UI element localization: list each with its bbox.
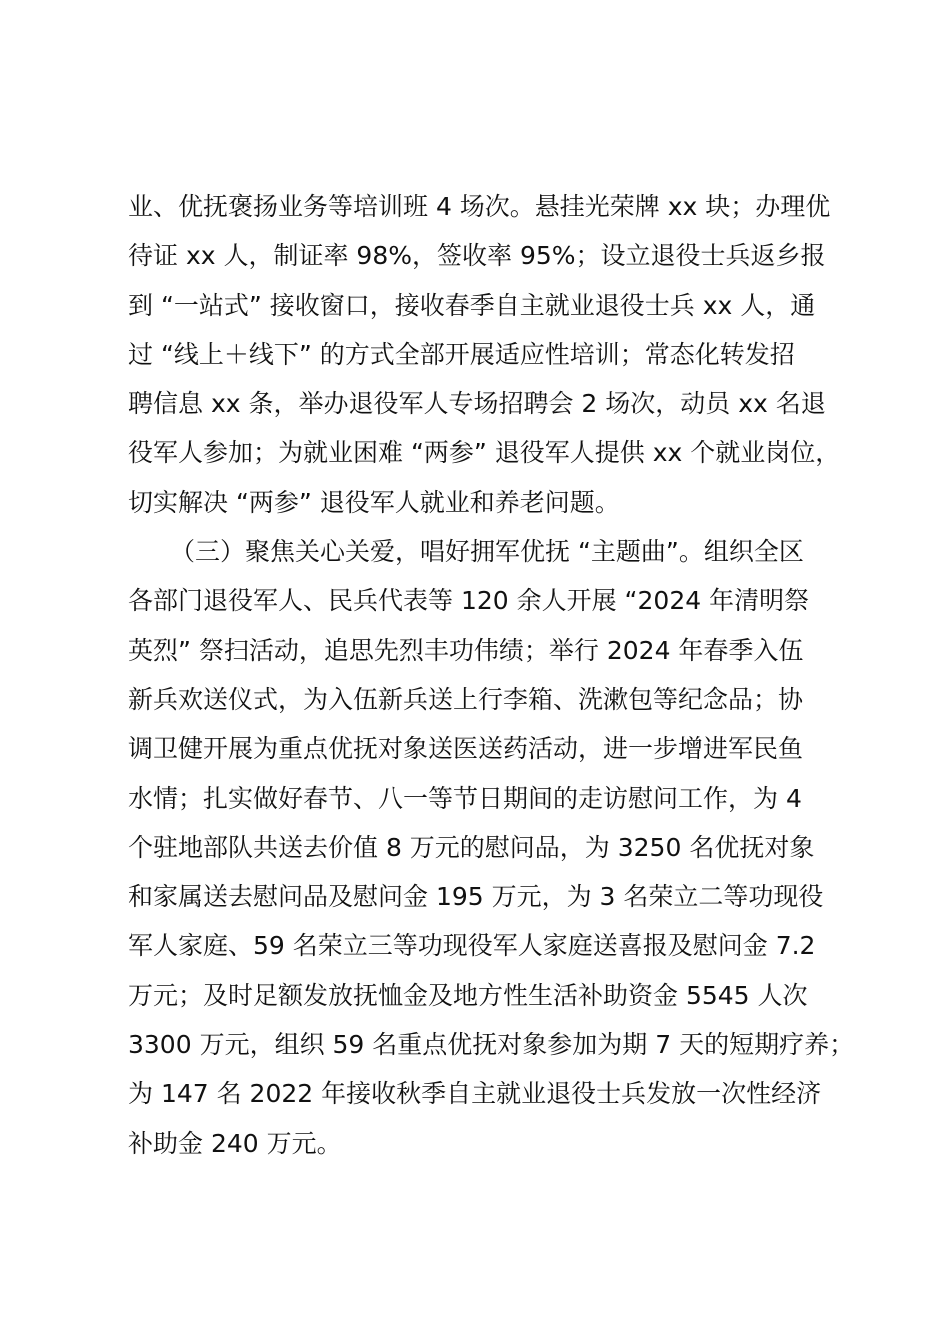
text-line: 个驻地部队共送去价值 8 万元的慰问品，为 3250 名优抚对象 <box>128 832 815 862</box>
text-line: 为 147 名 2022 年接收秋季自主就业退役士兵发放一次性经济 <box>128 1079 822 1109</box>
paragraph-1 <box>128 182 848 527</box>
text-line: 切实解决 “两参” 退役军人就业和养老问题。 <box>128 487 620 517</box>
section-heading-line: （三）聚焦关心关爱，唱好拥军优抚 “主题曲”。组织全区 <box>170 537 804 567</box>
text-line: 聘信息 xx 条，举办退役军人专场招聘会 2 场次，动员 xx 名退 <box>128 389 826 419</box>
text-line: 新兵欢送仪式，为入伍新兵送上行李箱、洗漱包等纪念品；协 <box>128 684 804 714</box>
text-line: 万元；及时足额发放抚恤金及地方性生活补助资金 5545 人次 <box>128 980 808 1010</box>
text-line: 过 “线上＋线下” 的方式全部开展适应性培训；常态化转发招 <box>128 339 795 369</box>
text-line: 军人家庭、59 名荣立三等功现役军人家庭送喜报及慰问金 7.2 <box>128 931 816 961</box>
text-line: 和家属送去慰问品及慰问金 195 万元，为 3 名荣立二等功现役 <box>128 882 824 912</box>
paragraph-2 <box>128 527 855 1168</box>
text-line: 3300 万元，组织 59 名重点优抚对象参加为期 7 天的短期疗养； <box>128 1030 855 1060</box>
text-line: 到 “一站式” 接收窗口，接收春季自主就业退役士兵 xx 人，通 <box>128 290 816 320</box>
text-line: 调卫健开展为重点优抚对象送医送药活动，进一步增进军民鱼 <box>128 734 804 764</box>
text-line: 业、优抚褒扬业务等培训班 4 场次。悬挂光荣牌 xx 块；办理优 <box>128 192 831 221</box>
text-line: 补助金 240 万元。 <box>128 1128 342 1158</box>
text-line: 待证 xx 人，制证率 98%，签收率 95%；设立退役士兵返乡报 <box>128 241 826 271</box>
text-line: 役军人参加；为就业困难 “两参” 退役军人提供 xx 个就业岗位， <box>128 438 841 468</box>
text-line: 英烈” 祭扫活动，追思先烈丰功伟绩；举行 2024 年春季入伍 <box>128 635 804 665</box>
body-text <box>128 182 855 1168</box>
text-line: 各部门退役军人、民兵代表等 120 余人开展 “2024 年清明祭 <box>128 586 810 616</box>
text-line: 水情；扎实做好春节、八一等节日期间的走访慰问工作，为 4 <box>128 783 802 813</box>
